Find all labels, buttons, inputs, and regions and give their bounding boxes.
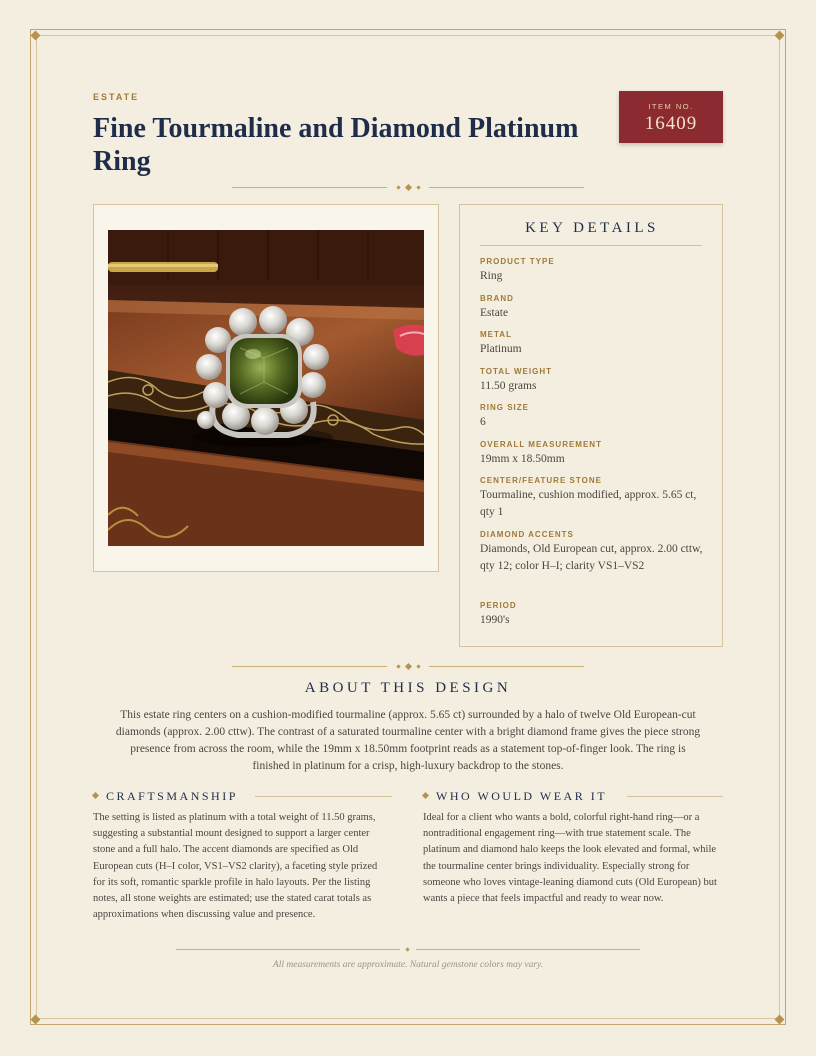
ornamental-divider [232,662,584,672]
about-text: This estate ring centers on a cushion-modified tourmaline (approx. 5.65 ct) surrounded by a halo of twelve Old European-cut diamonds (approx. 2.00 cttw). The contrast of a saturated tourmaline center with a bright diamond frame gives the piece strong presence from across the room, while the 19mm x 18.50mm footprint reads as a statement top-of-finger look. The ring is finished in platinum for a crisp, high-luxury backdrop to the stones. [115,709,701,772]
page-title: Fine Tourmaline and Diamond Platinum Ring [93,113,579,177]
detail-value: 1990's [480,614,510,626]
detail-label: OVERALL MEASUREMENT [480,440,602,449]
detail-field [480,530,706,575]
detail-value: Tourmaline, cushion modified, approx. 5.65 ct, qty 1 [480,489,697,518]
detail-field [480,257,706,285]
detail-value: Estate [480,307,509,319]
ornamental-divider [176,945,640,955]
craftsmanship-text: The setting is listed as platinum with a total weight of 11.50 grams, suggesting a substantial mount designed to support a larger center stone and a full halo. The accent diamonds are specified as Old European cuts (H–I color, VS1–VS2 clarity), a faceting style prized for its soft, romantic sparkle profile in halo layouts. Per the listing notes, all stone weights are estimated; use the stated carat totals as approximations when discussing value and presence. [93,812,378,921]
detail-field [480,476,706,521]
detail-label: PERIOD [480,601,517,610]
detail-field [480,330,706,358]
ring-photo-image [108,230,424,546]
detail-field [480,601,706,629]
item-number-badge [619,91,723,143]
divider [627,796,723,797]
detail-label: CENTER/FEATURE STONE [480,476,602,485]
craftsmanship-title-text: CRAFTSMANSHIP [106,789,238,803]
key-details-panel [459,204,723,647]
detail-label: RING SIZE [480,403,530,412]
craftsmanship-title [93,789,238,804]
detail-field [480,294,706,322]
product-photo-frame [93,204,439,572]
item-number-label: ITEM NO. [648,102,694,111]
ornamental-divider [232,183,584,193]
detail-value: Ring [480,270,503,282]
ring-photo [108,230,424,546]
detail-label: PRODUCT TYPE [480,257,555,266]
detail-field [480,367,706,395]
detail-label: METAL [480,330,512,339]
detail-label: TOTAL WEIGHT [480,367,552,376]
diamond-bullet-icon [422,792,429,799]
about-title: ABOUT THIS DESIGN [304,680,512,696]
detail-value: 11.50 grams [480,380,537,392]
footnote: All measurements are approximate. Natural gemstone colors may vary. [272,960,544,970]
wearer-title [423,789,607,804]
key-details-title: KEY DETAILS [525,220,659,236]
detail-value: Diamonds, Old European cut, approx. 2.00 cttw, qty 12; color H–I; clarity VS1–VS2 [480,543,703,572]
detail-field [480,403,706,431]
diamond-bullet-icon [92,792,99,799]
detail-field [480,440,706,468]
divider [255,796,392,797]
detail-label: DIAMOND ACCENTS [480,530,574,539]
category-eyebrow: ESTATE [93,92,140,102]
divider [480,245,702,246]
wearer-text: Ideal for a client who wants a bold, colorful right-hand ring—or a nontraditional engagement ring—with true statement scale. The platinum and diamond halo keeps the look elevated and formal, while the tourmaline center brings individuality. Especially strong for someone who loves vintage-leaning diamond cuts (Old European) but wants a piece that feels impactful and ready to wear now. [423,812,717,905]
detail-value: 19mm x 18.50mm [480,453,565,465]
detail-value: Platinum [480,343,522,355]
item-number: 16409 [644,113,698,134]
wearer-title-text: WHO WOULD WEAR IT [436,789,608,803]
detail-label: BRAND [480,294,514,303]
detail-value: 6 [480,416,486,428]
